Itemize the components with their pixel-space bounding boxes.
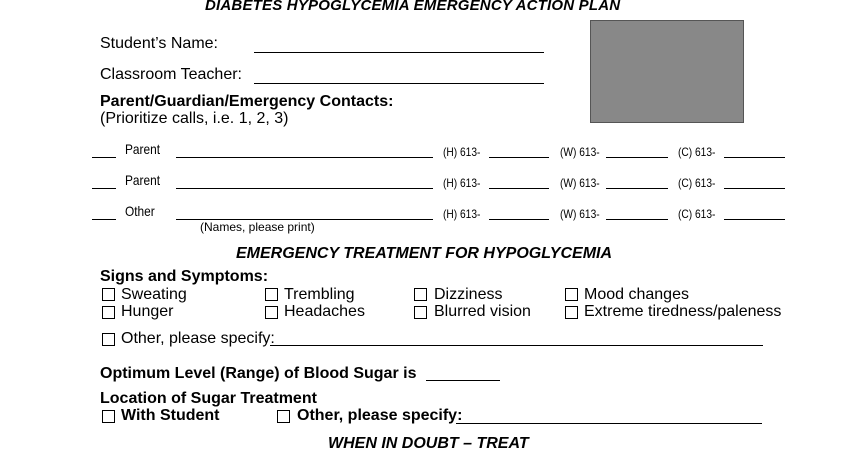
other-symptoms-field[interactable] bbox=[270, 345, 763, 346]
other-location-field[interactable] bbox=[456, 423, 762, 424]
names-note: (Names, please print) bbox=[200, 220, 315, 234]
home-phone-field[interactable] bbox=[489, 157, 549, 158]
location-heading: Location of Sugar Treatment bbox=[100, 390, 317, 407]
extreme-tiredness-label: Extreme tiredness/paleness bbox=[584, 303, 782, 320]
headaches-label: Headaches bbox=[284, 303, 365, 320]
student-name-label: Student’s Name: bbox=[100, 35, 218, 52]
work-phone-label: (W) 613- bbox=[560, 145, 600, 159]
dizziness-checkbox[interactable] bbox=[414, 288, 427, 301]
work-phone-field[interactable] bbox=[606, 157, 668, 158]
page-title: DIABETES HYPOGLYCEMIA EMERGENCY ACTION PLAN bbox=[205, 0, 621, 14]
optimum-level-field[interactable] bbox=[426, 380, 500, 381]
other-location-label: Other, please specify: bbox=[297, 407, 463, 424]
sweating-label: Sweating bbox=[121, 286, 187, 303]
work-phone-label: (W) 613- bbox=[560, 207, 600, 221]
contacts-note: (Prioritize calls, i.e. 1, 2, 3) bbox=[100, 110, 289, 127]
cell-phone-label: (C) 613- bbox=[678, 207, 716, 221]
blurred-vision-label: Blurred vision bbox=[434, 303, 531, 320]
mood-changes-label: Mood changes bbox=[584, 286, 689, 303]
other-symptoms-checkbox[interactable] bbox=[102, 333, 115, 346]
mood-changes-checkbox[interactable] bbox=[565, 288, 578, 301]
cell-phone-field[interactable] bbox=[724, 188, 785, 189]
signs-heading: Signs and Symptoms: bbox=[100, 268, 269, 285]
optimum-level-label: Optimum Level (Range) of Blood Sugar is bbox=[100, 365, 417, 382]
other-symptoms-label: Other, please specify: bbox=[121, 330, 275, 347]
contacts-heading: Parent/Guardian/Emergency Contacts: bbox=[100, 93, 394, 110]
classroom-teacher-field[interactable] bbox=[254, 83, 544, 84]
contact-name-field[interactable] bbox=[176, 157, 433, 158]
with-student-label: With Student bbox=[121, 407, 220, 424]
priority-field[interactable] bbox=[92, 219, 116, 220]
cell-phone-field[interactable] bbox=[724, 219, 785, 220]
hunger-checkbox[interactable] bbox=[102, 306, 115, 319]
hunger-label: Hunger bbox=[121, 303, 174, 320]
student-name-field[interactable] bbox=[254, 52, 544, 53]
cell-phone-label: (C) 613- bbox=[678, 145, 716, 159]
classroom-teacher-label: Classroom Teacher: bbox=[100, 66, 242, 83]
home-phone-field[interactable] bbox=[489, 188, 549, 189]
cell-phone-field[interactable] bbox=[724, 157, 785, 158]
extreme-tiredness-checkbox[interactable] bbox=[565, 306, 578, 319]
cell-phone-label: (C) 613- bbox=[678, 176, 716, 190]
priority-field[interactable] bbox=[92, 157, 116, 158]
priority-field[interactable] bbox=[92, 188, 116, 189]
home-phone-label: (H) 613- bbox=[443, 145, 481, 159]
when-in-doubt-heading: WHEN IN DOUBT – TREAT bbox=[328, 435, 529, 452]
home-phone-label: (H) 613- bbox=[443, 207, 481, 221]
contact-name-field[interactable] bbox=[176, 188, 433, 189]
contact-label: Parent bbox=[125, 141, 161, 157]
headaches-checkbox[interactable] bbox=[265, 306, 278, 319]
emergency-heading: EMERGENCY TREATMENT FOR HYPOGLYCEMIA bbox=[236, 245, 613, 262]
trembling-label: Trembling bbox=[284, 286, 355, 303]
trembling-checkbox[interactable] bbox=[265, 288, 278, 301]
other-location-checkbox[interactable] bbox=[277, 410, 290, 423]
home-phone-field[interactable] bbox=[489, 219, 549, 220]
dizziness-label: Dizziness bbox=[434, 286, 503, 303]
with-student-checkbox[interactable] bbox=[102, 410, 115, 423]
contact-label: Parent bbox=[125, 172, 161, 188]
sweating-checkbox[interactable] bbox=[102, 288, 115, 301]
student-photo bbox=[590, 20, 744, 123]
contact-label: Other bbox=[125, 203, 155, 219]
home-phone-label: (H) 613- bbox=[443, 176, 481, 190]
blurred-vision-checkbox[interactable] bbox=[414, 306, 427, 319]
work-phone-label: (W) 613- bbox=[560, 176, 600, 190]
work-phone-field[interactable] bbox=[606, 219, 668, 220]
work-phone-field[interactable] bbox=[606, 188, 668, 189]
